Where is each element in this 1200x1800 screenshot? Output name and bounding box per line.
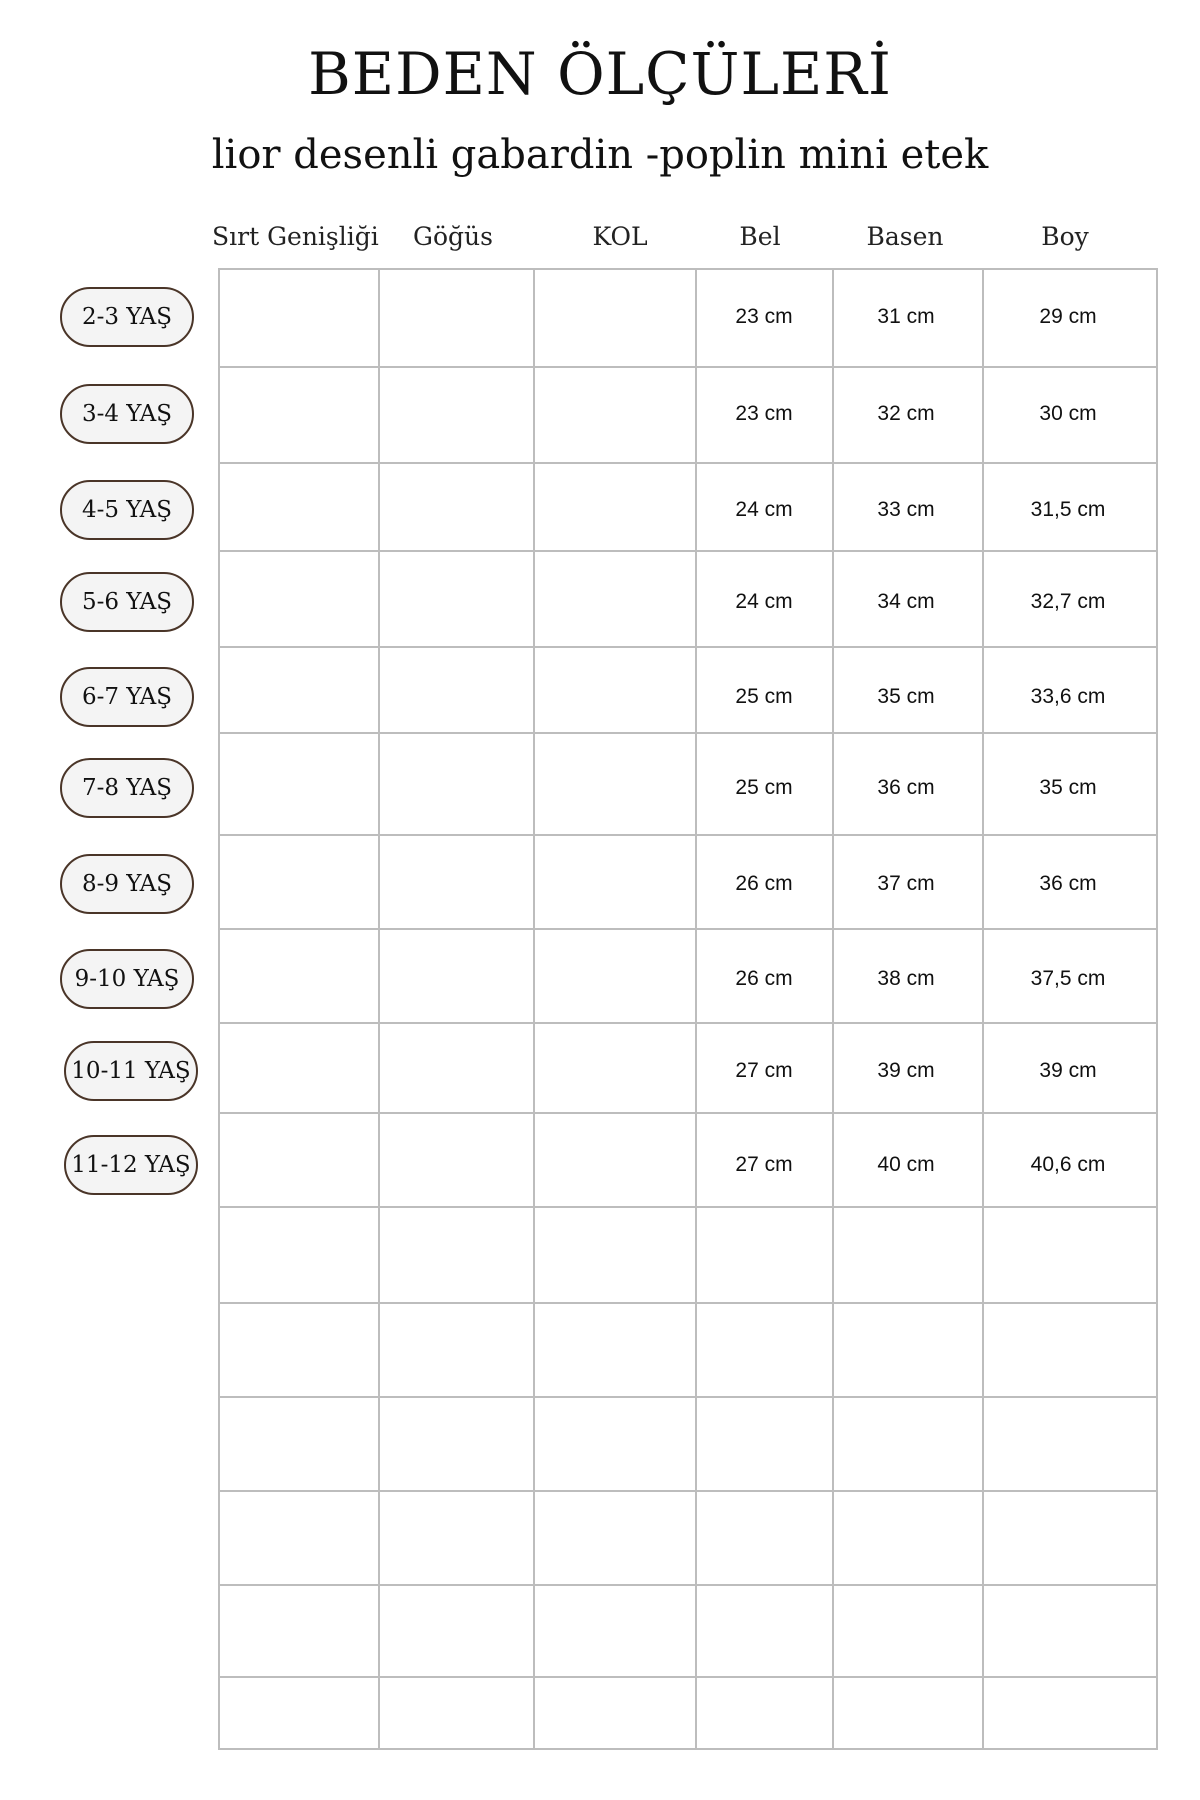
grid-horizontal-line: [218, 646, 1158, 648]
size-label-pill: 7-8 YAŞ: [60, 758, 194, 818]
grid-horizontal-line: [218, 366, 1158, 368]
basen-cell: 39 cm: [877, 1059, 935, 1082]
grid-vertical-line: [1156, 268, 1158, 1748]
page-subtitle: lior desenli gabardin -poplin mini etek: [211, 132, 989, 178]
grid-vertical-line: [832, 268, 834, 1748]
boy-cell: 40,6 cm: [1030, 1153, 1106, 1176]
bel-cell: 25 cm: [735, 685, 793, 708]
grid-vertical-line: [982, 268, 984, 1748]
column-header-gogus: Göğüs: [413, 222, 493, 251]
size-label-pill: 9-10 YAŞ: [60, 949, 194, 1009]
basen-cell: 36 cm: [877, 776, 935, 799]
size-label-pill: 11-12 YAŞ: [64, 1135, 198, 1195]
bel-cell: 27 cm: [735, 1059, 793, 1082]
boy-cell: 30 cm: [1039, 402, 1097, 425]
boy-cell: 32,7 cm: [1030, 590, 1106, 613]
grid-horizontal-line: [218, 550, 1158, 552]
bel-cell: 24 cm: [735, 498, 793, 521]
boy-cell: 36 cm: [1039, 872, 1097, 895]
grid-horizontal-line: [218, 1112, 1158, 1114]
column-header-bel: Bel: [739, 222, 781, 251]
grid-horizontal-line: [218, 928, 1158, 930]
column-header-boy: Boy: [1041, 222, 1089, 251]
size-label-pill: 3-4 YAŞ: [60, 384, 194, 444]
grid-horizontal-line: [218, 462, 1158, 464]
bel-cell: 26 cm: [735, 967, 793, 990]
bel-cell: 25 cm: [735, 776, 793, 799]
boy-cell: 33,6 cm: [1030, 685, 1106, 708]
basen-cell: 38 cm: [877, 967, 935, 990]
grid-horizontal-line: [218, 834, 1158, 836]
bel-cell: 23 cm: [735, 402, 793, 425]
boy-cell: 39 cm: [1039, 1059, 1097, 1082]
grid-vertical-line: [533, 268, 535, 1748]
grid-horizontal-line: [218, 732, 1158, 734]
grid-vertical-line: [695, 268, 697, 1748]
grid-horizontal-line: [218, 268, 1158, 270]
boy-cell: 29 cm: [1039, 305, 1097, 328]
grid-horizontal-line: [218, 1206, 1158, 1208]
grid-horizontal-line: [218, 1302, 1158, 1304]
basen-cell: 32 cm: [877, 402, 935, 425]
size-label-pill: 6-7 YAŞ: [60, 667, 194, 727]
bel-cell: 24 cm: [735, 590, 793, 613]
bel-cell: 26 cm: [735, 872, 793, 895]
size-label-pill: 10-11 YAŞ: [64, 1041, 198, 1101]
size-label-pill: 8-9 YAŞ: [60, 854, 194, 914]
column-header-sirt: Sırt Genişliği: [212, 222, 379, 251]
basen-cell: 35 cm: [877, 685, 935, 708]
boy-cell: 37,5 cm: [1030, 967, 1106, 990]
column-header-kol: KOL: [592, 222, 648, 251]
basen-cell: 33 cm: [877, 498, 935, 521]
boy-cell: 35 cm: [1039, 776, 1097, 799]
size-label-pill: 5-6 YAŞ: [60, 572, 194, 632]
grid-horizontal-line: [218, 1396, 1158, 1398]
bel-cell: 27 cm: [735, 1153, 793, 1176]
grid-vertical-line: [378, 268, 380, 1748]
page-title: BEDEN ÖLÇÜLERİ: [308, 40, 892, 108]
grid-horizontal-line: [218, 1676, 1158, 1678]
grid-horizontal-line: [218, 1584, 1158, 1586]
grid-horizontal-line: [218, 1490, 1158, 1492]
basen-cell: 37 cm: [877, 872, 935, 895]
column-header-basen: Basen: [866, 222, 944, 251]
basen-cell: 40 cm: [877, 1153, 935, 1176]
grid-horizontal-line: [218, 1022, 1158, 1024]
grid-horizontal-line: [218, 1748, 1158, 1750]
basen-cell: 34 cm: [877, 590, 935, 613]
bel-cell: 23 cm: [735, 305, 793, 328]
grid-vertical-line: [218, 268, 220, 1748]
boy-cell: 31,5 cm: [1030, 498, 1106, 521]
size-label-pill: 2-3 YAŞ: [60, 287, 194, 347]
basen-cell: 31 cm: [877, 305, 935, 328]
size-label-pill: 4-5 YAŞ: [60, 480, 194, 540]
